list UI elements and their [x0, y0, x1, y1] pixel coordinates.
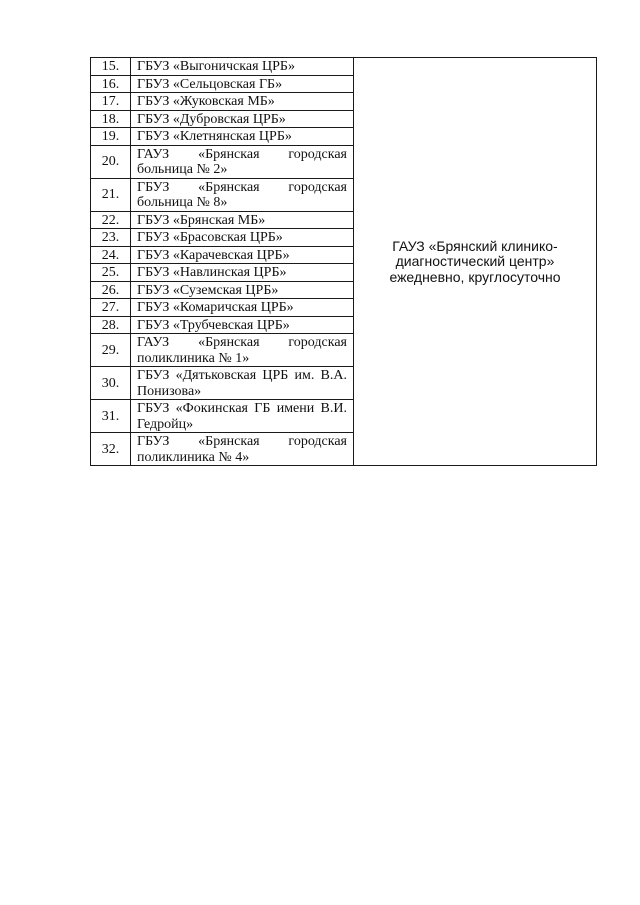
institution-name: ГБУЗ «Выгоничская ЦРБ»	[131, 58, 354, 76]
row-number: 18.	[91, 110, 131, 128]
row-number: 20.	[91, 145, 131, 178]
row-number: 28.	[91, 316, 131, 334]
center-name-line-1: ГАУЗ «Брянский клинико-	[392, 237, 558, 254]
row-number: 27.	[91, 299, 131, 317]
row-number: 16.	[91, 75, 131, 93]
row-number: 31.	[91, 400, 131, 433]
institution-name: ГБУЗ «Брянская МБ»	[131, 211, 354, 229]
table-row	[91, 58, 597, 76]
institutions-table	[90, 57, 597, 466]
center-schedule: ежедневно, круглосуточно	[389, 268, 561, 285]
row-number: 21.	[91, 178, 131, 211]
row-number: 17.	[91, 93, 131, 111]
institution-name: ГБУЗ «Фокинская ГБ имени В.И. Гедройц»	[131, 400, 354, 433]
institution-name: ГБУЗ «Брянская городская больница № 8»	[131, 178, 354, 211]
institution-name: ГБУЗ «Дятьковская ЦРБ им. В.А. Понизова»	[131, 367, 354, 400]
institution-name: ГБУЗ «Комаричская ЦРБ»	[131, 299, 354, 317]
center-name-line-2: диагностический центр»	[395, 253, 555, 270]
row-number: 19.	[91, 128, 131, 146]
institution-name: ГБУЗ «Жуковская МБ»	[131, 93, 354, 111]
institution-name: ГАУЗ «Брянская городская больница № 2»	[131, 145, 354, 178]
row-number: 15.	[91, 58, 131, 76]
row-number: 29.	[91, 334, 131, 367]
institution-name: ГАУЗ «Брянская городская поликлиника № 1»	[131, 334, 354, 367]
row-number: 26.	[91, 281, 131, 299]
institution-name: ГБУЗ «Клетнянская ЦРБ»	[131, 128, 354, 146]
institution-name: ГБУЗ «Брасовская ЦРБ»	[131, 229, 354, 247]
institution-name: ГБУЗ «Суземская ЦРБ»	[131, 281, 354, 299]
row-number: 24.	[91, 246, 131, 264]
institution-name: ГБУЗ «Брянская городская поликлиника № 4»	[131, 433, 354, 466]
row-number: 30.	[91, 367, 131, 400]
institution-name: ГБУЗ «Трубчевская ЦРБ»	[131, 316, 354, 334]
institution-name: ГБУЗ «Сельцовская ГБ»	[131, 75, 354, 93]
institution-name: ГБУЗ «Навлинская ЦРБ»	[131, 264, 354, 282]
institution-name: ГБУЗ «Дубровская ЦРБ»	[131, 110, 354, 128]
row-number: 32.	[91, 433, 131, 466]
row-number: 22.	[91, 211, 131, 229]
row-number: 25.	[91, 264, 131, 282]
institution-name: ГБУЗ «Карачевская ЦРБ»	[131, 246, 354, 264]
row-number: 23.	[91, 229, 131, 247]
diagnostic-center-cell	[354, 58, 597, 466]
